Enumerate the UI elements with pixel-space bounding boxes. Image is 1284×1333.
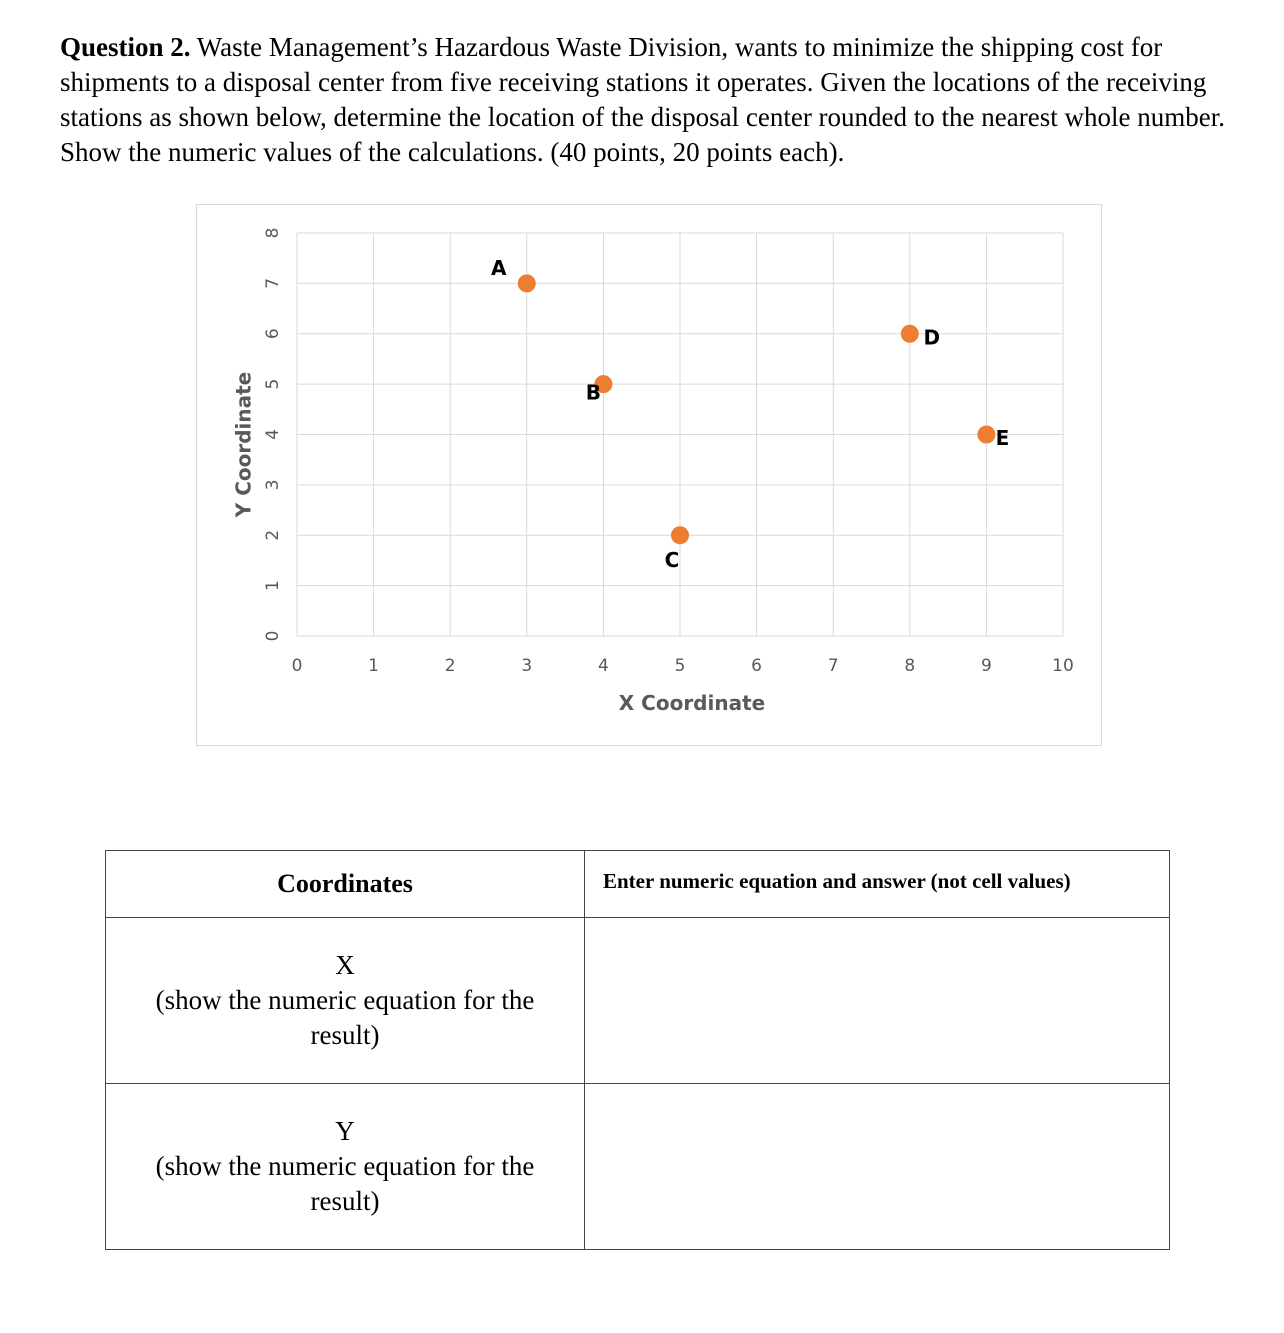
x-tick-label: 6 (751, 656, 763, 676)
row-y-label (106, 1084, 585, 1250)
question-body: Waste Management’s Hazardous Waste Division, wants to minimize the shipping cost for shipments to a disposal center from five receiving stations it operates. Given the locations of the receiving stations as shown below, determine the location of the disposal center rounded to the nearest whole number. Show the numeric values of the calculations. (40 points, 20 points each). (60, 32, 1225, 167)
x-tick-label: 2 (444, 656, 456, 676)
row-y-answer-cell[interactable] (585, 1084, 1170, 1250)
y-tick-label: 1 (263, 580, 283, 592)
data-point-e (977, 426, 995, 444)
data-label-e: E (995, 426, 1010, 450)
row-x-label (106, 918, 585, 1084)
y-axis-title: Y Coordinate (231, 371, 256, 518)
y-tick-label: 8 (263, 227, 283, 239)
x-tick-label: 1 (368, 656, 380, 676)
table-row-y (106, 1084, 1170, 1250)
y-tick-label: 2 (263, 529, 283, 541)
row-x-note: (show the numeric equation for the result) (155, 985, 535, 1050)
y-tick-label: 4 (263, 429, 283, 440)
y-tick-label: 0 (263, 630, 283, 642)
scatter-chart (196, 204, 1102, 746)
x-tick-label: 5 (674, 656, 686, 676)
data-point-d (901, 325, 919, 343)
y-tick-label: 5 (263, 378, 283, 390)
data-label-a: A (491, 255, 507, 280)
header-coordinates: Coordinates (106, 851, 585, 918)
x-tick-label: 9 (980, 656, 992, 676)
data-label-d: D (923, 325, 941, 350)
chart-svg (197, 205, 1103, 747)
data-point-c (671, 526, 689, 544)
header-answer: Enter numeric equation and answer (not cell values) (585, 851, 1170, 918)
x-axis-title: X Coordinate (618, 691, 766, 715)
data-point-a (518, 274, 536, 292)
row-y-name: Y (335, 1116, 355, 1146)
y-tick-label: 6 (263, 328, 283, 340)
question-label: Question 2. (60, 32, 191, 62)
x-tick-label: 0 (291, 656, 303, 676)
x-tick-label: 3 (521, 656, 533, 676)
x-tick-label: 10 (1052, 656, 1074, 676)
data-label-c: C (664, 547, 680, 572)
x-tick-label: 4 (597, 656, 609, 676)
row-x-answer-cell[interactable] (585, 918, 1170, 1084)
question-text (60, 30, 1230, 170)
answer-table (105, 850, 1170, 1250)
y-tick-label: 7 (263, 277, 283, 289)
x-tick-label: 7 (827, 656, 839, 676)
y-tick-label: 3 (263, 479, 283, 491)
row-y-note: (show the numeric equation for the result) (155, 1151, 535, 1216)
x-tick-label: 8 (904, 656, 916, 676)
table-header-row (106, 851, 1170, 918)
table-row-x (106, 918, 1170, 1084)
row-x-name: X (335, 950, 355, 980)
data-label-b: B (585, 380, 602, 405)
